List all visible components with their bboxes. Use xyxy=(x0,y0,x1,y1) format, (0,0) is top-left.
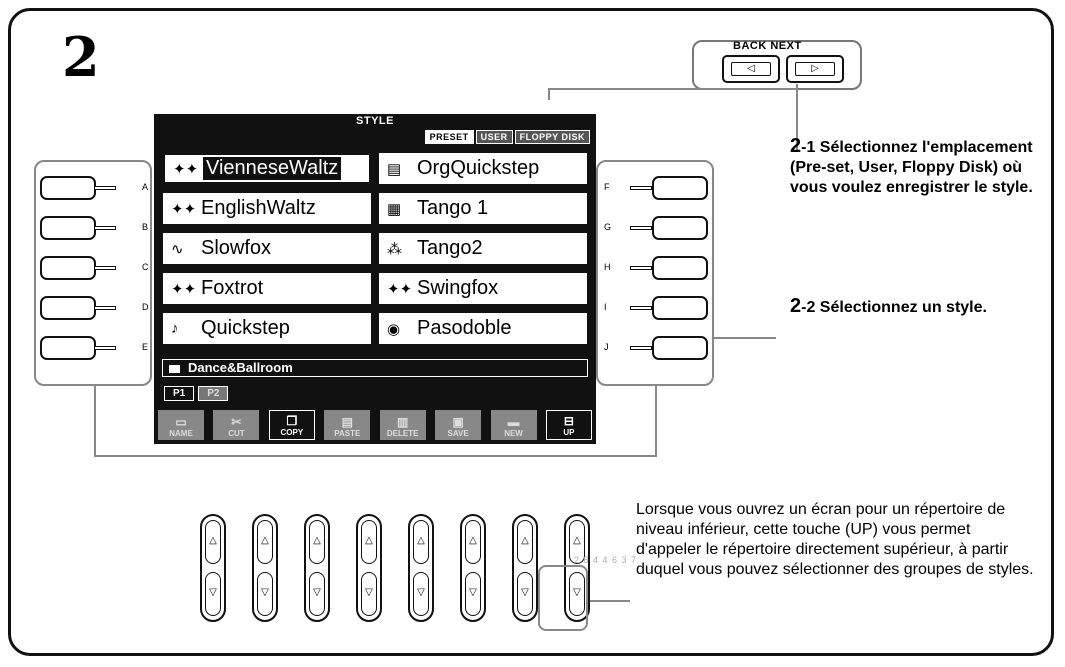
button-stem xyxy=(94,306,116,310)
softkey-label: CUT xyxy=(228,429,245,438)
new-icon: ▬ xyxy=(507,415,520,429)
softkey-label: NEW xyxy=(504,429,523,438)
style-cell[interactable] xyxy=(162,152,372,185)
connector-line xyxy=(94,455,656,457)
note-2-1: 2-1 Sélectionnez l'emplacement (Pre-set, User, Floppy Disk) où vous voulez enregistrer le style. xyxy=(790,135,1033,196)
copy-icon: ❐ xyxy=(286,414,298,428)
side-button-g[interactable] xyxy=(652,216,708,240)
button-stem xyxy=(630,306,652,310)
folder-name: Dance&Ballroom xyxy=(188,360,293,375)
side-letter: D xyxy=(142,302,149,312)
page-tab-p1[interactable]: P1 xyxy=(164,386,194,401)
style-name: Foxtrot xyxy=(201,277,264,299)
delete-icon: ▥ xyxy=(397,415,409,429)
side-letter: G xyxy=(604,222,612,232)
style-name: Tango2 xyxy=(417,237,483,259)
softkey-cut[interactable] xyxy=(213,410,259,440)
style-icon: ✦✦ xyxy=(173,160,199,178)
cut-icon: ✂ xyxy=(231,415,242,429)
style-name: Slowfox xyxy=(201,237,272,259)
side-button-e[interactable] xyxy=(40,336,96,360)
down-arrow-icon: ▽ xyxy=(257,572,273,616)
style-name: Tango 1 xyxy=(417,197,489,219)
up-down-button[interactable] xyxy=(304,514,330,622)
style-cell[interactable] xyxy=(162,232,372,265)
side-button-b[interactable] xyxy=(40,216,96,240)
style-name: EnglishWaltz xyxy=(201,197,316,219)
softkey-new[interactable] xyxy=(491,410,537,440)
side-letter: F xyxy=(604,182,610,192)
style-name: Swingfox xyxy=(417,277,499,299)
style-icon: ▤ xyxy=(387,160,402,178)
style-cell[interactable] xyxy=(378,272,588,305)
up-arrow-icon: △ xyxy=(517,520,533,564)
style-cell[interactable] xyxy=(378,232,588,265)
style-icon: ✦✦ xyxy=(387,280,413,298)
page-tab-p2[interactable]: P2 xyxy=(198,386,228,401)
down-arrow-icon: ▽ xyxy=(569,572,585,616)
up-arrow-icon: △ xyxy=(257,520,273,564)
tab-floppy-disk[interactable]: FLOPPY DISK xyxy=(515,130,590,144)
next-button[interactable] xyxy=(786,55,844,83)
side-button-i[interactable] xyxy=(652,296,708,320)
style-icon: ◉ xyxy=(387,320,401,338)
softkey-label: COPY xyxy=(280,428,304,437)
side-button-j[interactable] xyxy=(652,336,708,360)
down-arrow-icon: ▽ xyxy=(309,572,325,616)
save-icon: ▣ xyxy=(452,415,464,429)
up-arrow-icon: △ xyxy=(309,520,325,564)
softkey-label: SAVE xyxy=(447,429,469,438)
style-icon: ∿ xyxy=(171,240,184,258)
up-down-button[interactable] xyxy=(512,514,538,622)
style-icon: ✦✦ xyxy=(171,200,197,218)
side-button-c[interactable] xyxy=(40,256,96,280)
button-stem xyxy=(630,226,652,230)
back-next-label: BACK NEXT xyxy=(733,40,802,52)
softkey-up[interactable] xyxy=(546,410,592,440)
style-name: VienneseWaltz xyxy=(203,157,341,180)
softkey-label: UP xyxy=(563,428,575,437)
side-button-h[interactable] xyxy=(652,256,708,280)
softkey-label: NAME xyxy=(169,429,193,438)
side-letter: B xyxy=(142,222,149,232)
up-arrow-icon: △ xyxy=(205,520,221,564)
side-letter: A xyxy=(142,182,149,192)
style-icon: ♪ xyxy=(171,320,179,337)
up-description: Lorsque vous ouvrez un écran pour un répertoire de niveau inférieur, cette touche (UP) vous permet d'appeler le répertoire directement supérieur, à partir duquel vous pouvez sélectionner des groupes de styles. xyxy=(636,501,1034,578)
connector-line xyxy=(655,386,657,457)
down-arrow-icon: ▽ xyxy=(465,572,481,616)
connector-line xyxy=(94,386,96,456)
up-down-button[interactable] xyxy=(356,514,382,622)
up-down-button[interactable] xyxy=(460,514,486,622)
button-stem xyxy=(94,266,116,270)
button-stem xyxy=(94,226,116,230)
style-name: Pasodoble xyxy=(417,317,512,339)
paste-icon: ▤ xyxy=(341,415,353,429)
style-cell[interactable] xyxy=(378,152,588,185)
down-arrow-icon: ▽ xyxy=(205,572,221,616)
up-arrow-icon: △ xyxy=(465,520,481,564)
style-icon: ✦✦ xyxy=(171,280,197,298)
side-button-a[interactable] xyxy=(40,176,96,200)
side-letter: J xyxy=(604,342,609,352)
back-button[interactable] xyxy=(722,55,780,83)
style-icon: ▦ xyxy=(387,200,402,218)
up-down-button[interactable] xyxy=(200,514,226,622)
up-arrow-icon: △ xyxy=(569,520,585,564)
side-letter: I xyxy=(604,302,607,312)
note-2-2: 2-2 Sélectionnez un style. xyxy=(790,295,987,317)
button-stem xyxy=(630,186,652,190)
step-number: 2 xyxy=(62,25,100,89)
button-stem xyxy=(630,346,652,350)
softkey-row xyxy=(158,410,592,440)
up-icon: ⊟ xyxy=(563,414,574,428)
tab-user[interactable]: USER xyxy=(476,130,513,144)
connector-line xyxy=(588,600,630,602)
page-tabs xyxy=(164,386,228,401)
folder-bar xyxy=(162,359,588,377)
lcd-screen xyxy=(154,114,596,444)
side-letter: C xyxy=(142,262,149,272)
style-cell[interactable] xyxy=(162,272,372,305)
softkey-copy[interactable] xyxy=(269,410,315,440)
up-button-highlight xyxy=(538,565,588,631)
connector-line xyxy=(548,88,798,90)
button-stem xyxy=(630,266,652,270)
connector-line xyxy=(712,337,776,339)
softkey-delete[interactable] xyxy=(380,410,426,440)
side-letter: H xyxy=(604,262,611,272)
left-triangle-icon: ◁ xyxy=(731,62,771,76)
up-arrow-icon: △ xyxy=(413,520,429,564)
screen-title: STYLE xyxy=(356,115,394,127)
softkey-paste[interactable] xyxy=(324,410,370,440)
button-stem xyxy=(94,346,116,350)
side-button-f[interactable] xyxy=(652,176,708,200)
down-arrow-icon: ▽ xyxy=(413,572,429,616)
style-cell[interactable] xyxy=(378,312,588,345)
down-arrow-icon: ▽ xyxy=(361,572,377,616)
folder-icon xyxy=(169,365,180,373)
style-cell[interactable] xyxy=(162,192,372,225)
style-name: OrgQuickstep xyxy=(417,157,540,179)
location-tabs xyxy=(425,130,590,144)
side-button-d[interactable] xyxy=(40,296,96,320)
style-icon: ⁂ xyxy=(387,240,402,258)
right-triangle-icon: ▷ xyxy=(795,62,835,76)
softkey-name[interactable] xyxy=(158,410,204,440)
softkey-label: PASTE xyxy=(334,429,361,438)
side-letter: E xyxy=(142,342,149,352)
up-down-button[interactable] xyxy=(408,514,434,622)
name-icon: ▭ xyxy=(175,415,187,429)
style-cell[interactable] xyxy=(162,312,372,345)
style-cell[interactable] xyxy=(378,192,588,225)
softkey-label: DELETE xyxy=(386,429,419,438)
up-arrow-icon: △ xyxy=(361,520,377,564)
up-down-button[interactable] xyxy=(252,514,278,622)
softkey-save[interactable] xyxy=(435,410,481,440)
serial-number: 2 8 4 4 6 3 7 xyxy=(574,555,638,565)
button-stem xyxy=(94,186,116,190)
tab-preset[interactable]: PRESET xyxy=(425,130,474,144)
down-arrow-icon: ▽ xyxy=(517,572,533,616)
style-name: Quickstep xyxy=(201,317,290,339)
